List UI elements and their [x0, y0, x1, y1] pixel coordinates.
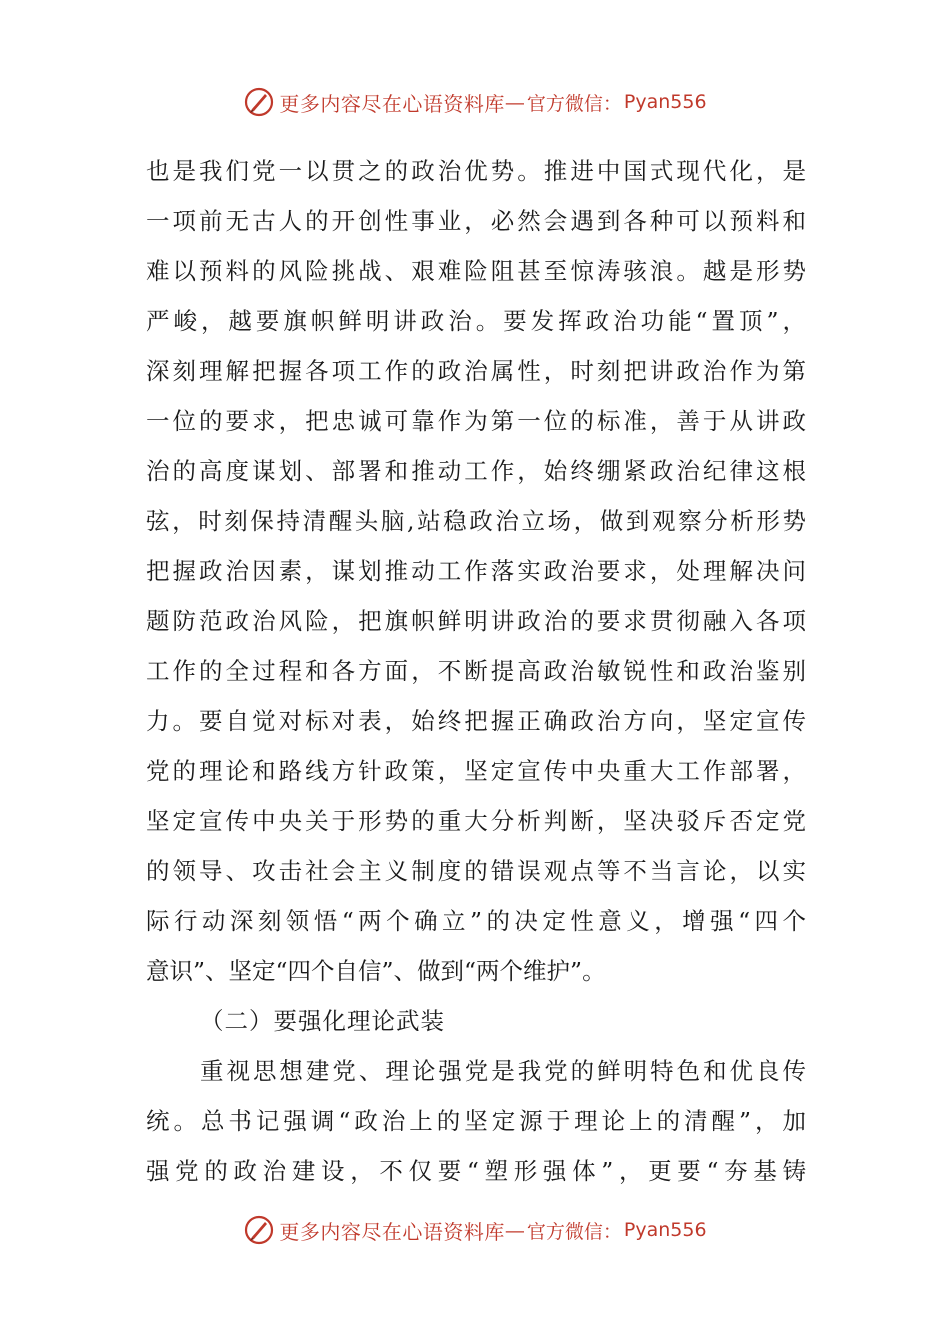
watermark-main-text: 更多内容尽在心语资料库	[279, 91, 505, 116]
text-line: 难以预料的风险挑战、艰难险阻甚至惊涛骇浪。越是形势	[146, 257, 806, 285]
quill-logo-icon	[243, 1214, 275, 1246]
text-line: 也是我们党一以贯之的政治优势。推进中国式现代化，是	[146, 157, 806, 185]
watermark-banner-bottom	[0, 1210, 950, 1250]
watermark-main-text: 更多内容尽在心语资料库	[279, 1219, 505, 1244]
text-line: 的领导、攻击社会主义制度的错误观点等不当言论，以实	[146, 857, 806, 885]
text-line: 际行动深刻领悟“两个确立”的决定性意义，增强“四个	[146, 907, 806, 935]
text-line: 重视思想建党、理论强党是我党的鲜明特色和优良传	[200, 1057, 806, 1085]
watermark-wechat-id: Pyan556	[623, 1219, 707, 1241]
text-line: 力。要自觉对标对表，始终把握正确政治方向，坚定宣传	[146, 707, 806, 735]
watermark-dash: —	[504, 1218, 525, 1242]
text-line: 弦，时刻保持清醒头脑,站稳政治立场，做到观察分析形势	[146, 507, 806, 535]
text-line: 统。总书记强调“政治上的坚定源于理论上的清醒”，加	[146, 1107, 806, 1135]
text-line: 意识”、坚定“四个自信”、做到“两个维护”。	[146, 957, 606, 985]
document-body	[146, 146, 806, 1196]
watermark-banner-top	[0, 82, 950, 122]
watermark-official-label: 官方微信：	[526, 1220, 622, 1243]
text-line: 严峻，越要旗帜鲜明讲政治。要发挥政治功能“置顶”，	[146, 307, 806, 335]
text-line: 强党的政治建设，不仅要“塑形强体”，更要“夯基铸	[146, 1157, 806, 1185]
text-line: 一项前无古人的开创性事业，必然会遇到各种可以预料和	[146, 207, 806, 235]
section-heading: （二）要强化理论武装	[200, 1007, 445, 1035]
watermark-dash: —	[504, 90, 525, 114]
text-line: 深刻理解把握各项工作的政治属性，时刻把讲政治作为第	[146, 357, 806, 385]
text-line: 题防范政治风险，把旗帜鲜明讲政治的要求贯彻融入各项	[146, 607, 806, 635]
text-line: 党的理论和路线方针政策，坚定宣传中央重大工作部署，	[146, 757, 806, 785]
text-line: 把握政治因素，谋划推动工作落实政治要求，处理解决问	[146, 557, 806, 585]
text-line: 一位的要求，把忠诚可靠作为第一位的标准，善于从讲政	[146, 407, 806, 435]
watermark-official-label: 官方微信：	[526, 92, 622, 115]
text-line: 坚定宣传中央关于形势的重大分析判断，坚决驳斥否定党	[146, 807, 806, 835]
watermark-wechat-id: Pyan556	[623, 91, 707, 113]
quill-logo-icon	[243, 86, 275, 118]
text-line: 工作的全过程和各方面，不断提高政治敏锐性和政治鉴别	[146, 657, 806, 685]
text-line: 治的高度谋划、部署和推动工作，始终绷紧政治纪律这根	[146, 457, 806, 485]
